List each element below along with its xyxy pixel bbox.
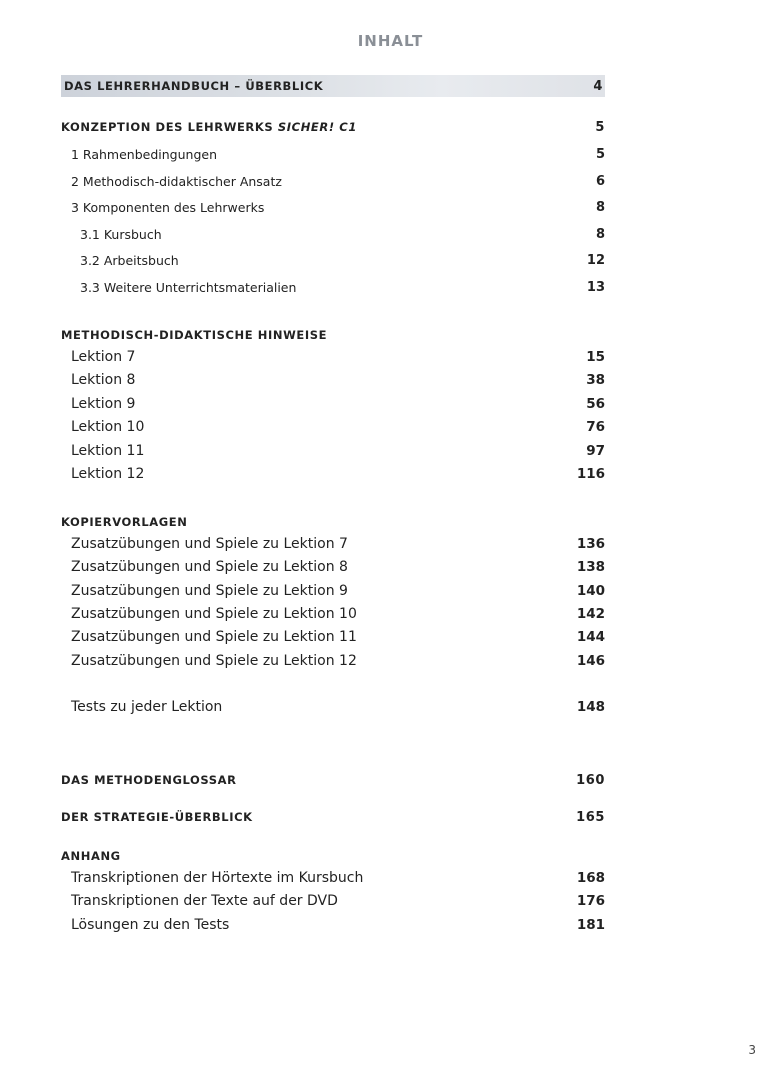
toc-entry[interactable] (61, 556, 605, 578)
toc-entry[interactable] (61, 440, 605, 462)
toc-page: 165 (576, 809, 605, 825)
toc-label: Transkriptionen der Hörtexte im Kursbuch (71, 870, 364, 886)
toc-page: 140 (576, 583, 605, 599)
toc-page: 76 (586, 419, 605, 435)
toc-entry[interactable] (61, 223, 605, 245)
toc-entry[interactable] (61, 249, 605, 271)
toc-label: 3.1 Kursbuch (80, 226, 162, 242)
toc-entry[interactable] (61, 914, 605, 936)
toc-entry[interactable] (61, 626, 605, 648)
toc-entry[interactable] (61, 143, 605, 165)
toc-entry[interactable] (61, 276, 605, 298)
toc-label: Zusatzübungen und Spiele zu Lektion 10 (71, 606, 357, 622)
toc-label: 3.3 Weitere Unterrichtsmaterialien (80, 279, 297, 295)
toc-page: 8 (595, 199, 605, 215)
toc-label: 1 Rahmenbedingungen (71, 146, 217, 162)
toc-entry[interactable] (61, 533, 605, 555)
toc-label: Zusatzübungen und Spiele zu Lektion 11 (71, 629, 357, 645)
toc-entry[interactable] (61, 580, 605, 602)
toc-label: Lektion 10 (71, 419, 145, 435)
toc-page: 12 (586, 252, 605, 268)
toc-heading-glossar[interactable] (61, 769, 605, 791)
toc-label: 3.2 Arbeitsbuch (80, 252, 179, 268)
page-number: 3 (748, 1043, 756, 1057)
toc-entry[interactable] (61, 696, 605, 718)
toc-entry[interactable] (61, 416, 605, 438)
toc-label: Lösungen zu den Tests (71, 917, 230, 933)
toc-page: 38 (586, 372, 605, 388)
toc-entry-lehrerhandbuch[interactable] (61, 75, 605, 97)
toc-heading-konzeption[interactable] (61, 116, 605, 138)
toc-page: 97 (586, 443, 605, 459)
toc-label: Tests zu jeder Lektion (71, 699, 223, 715)
page-title: INHALT (357, 32, 424, 50)
toc-page: 148 (576, 699, 605, 715)
toc-entry[interactable] (61, 170, 605, 192)
toc-label: Transkriptionen der Texte auf der DVD (71, 893, 338, 909)
toc-entry[interactable] (61, 603, 605, 625)
toc-label: 2 Methodisch-didaktischer Ansatz (71, 173, 282, 189)
toc-entry[interactable] (61, 393, 605, 415)
toc-label: Lektion 9 (71, 396, 136, 412)
toc-label: Lektion 11 (71, 443, 145, 459)
toc-heading-strategie[interactable] (61, 806, 605, 828)
toc-page: 136 (576, 536, 605, 552)
toc-label: Zusatzübungen und Spiele zu Lektion 9 (71, 583, 348, 599)
toc-entry[interactable] (61, 463, 605, 485)
toc-heading-kopiervorlagen (61, 511, 605, 533)
toc-label: DAS METHODENGLOSSAR (61, 773, 237, 787)
toc-entry[interactable] (61, 867, 605, 889)
toc-label: 3 Komponenten des Lehrwerks (71, 199, 265, 215)
toc-page: 181 (576, 917, 605, 933)
toc-heading-anhang (61, 845, 605, 867)
toc-page: 138 (576, 559, 605, 575)
toc-entry[interactable] (61, 196, 605, 218)
toc-entry[interactable] (61, 346, 605, 368)
toc-page: 142 (576, 606, 605, 622)
toc-page: 8 (595, 226, 605, 242)
toc-label: METHODISCH-DIDAKTISCHE HINWEISE (61, 328, 328, 342)
toc-label: DER STRATEGIE-ÜBERBLICK (61, 810, 253, 824)
toc-entry[interactable] (61, 890, 605, 912)
toc-page: 146 (576, 653, 605, 669)
toc-page: 4 (593, 78, 603, 94)
toc-label: Lektion 8 (71, 372, 136, 388)
toc-page: 144 (576, 629, 605, 645)
toc-entry[interactable] (61, 650, 605, 672)
toc-page: 15 (586, 349, 605, 365)
toc-heading-hinweise (61, 324, 605, 346)
toc-label: ANHANG (61, 849, 121, 863)
toc-entry[interactable] (61, 369, 605, 391)
toc-page: 168 (576, 870, 605, 886)
toc-page: 160 (576, 772, 605, 788)
toc-label: Zusatzübungen und Spiele zu Lektion 8 (71, 559, 348, 575)
toc-page: 5 (595, 146, 605, 162)
toc-page: 56 (586, 396, 605, 412)
toc-label: Zusatzübungen und Spiele zu Lektion 12 (71, 653, 357, 669)
toc-page: 116 (576, 466, 605, 482)
toc-label: KOPIERVORLAGEN (61, 515, 188, 529)
toc-page: 6 (595, 173, 605, 189)
toc-label: Lektion 7 (71, 349, 136, 365)
toc-label: Lektion 12 (71, 466, 145, 482)
toc-page: 176 (576, 893, 605, 909)
toc-label: DAS LEHRERHANDBUCH – ÜBERBLICK (64, 79, 324, 93)
toc-page: 13 (586, 279, 605, 295)
toc-label: Zusatzübungen und Spiele zu Lektion 7 (71, 536, 348, 552)
toc-page: 5 (595, 119, 605, 135)
toc-label: KONZEPTION DES LEHRWERKS SICHER! C1 (61, 120, 357, 134)
